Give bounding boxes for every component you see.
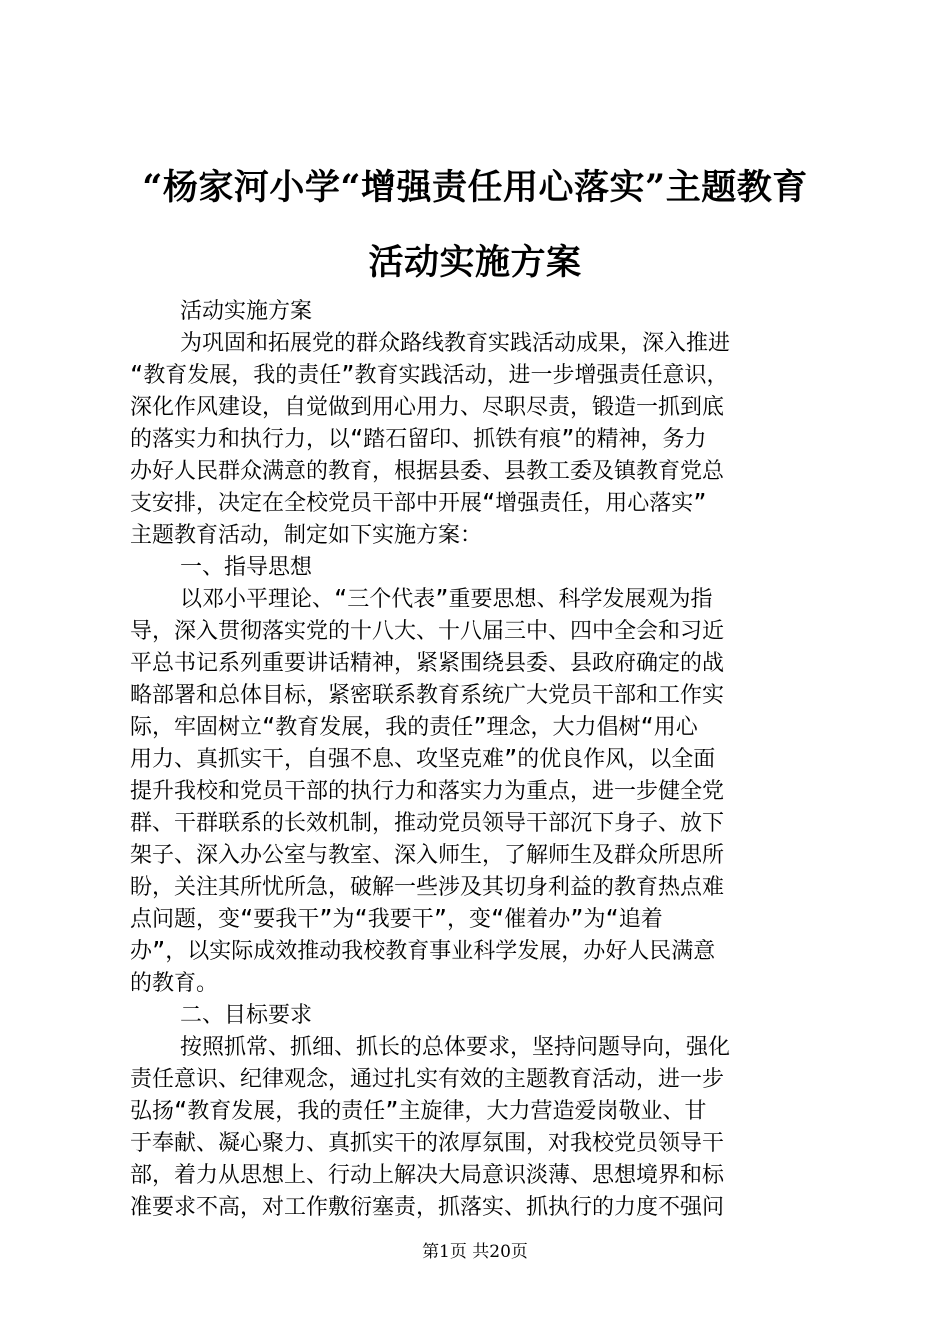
- body-line: 导，深入贯彻落实党的十八大、十八届三中、四中全会和习近: [130, 619, 725, 644]
- body-line: 提升我校和党员干部的执行力和落实力为重点，进一步健全党: [130, 779, 725, 804]
- body-line: 盼，关注其所忧所急，破解一些涉及其切身利益的教育热点难: [130, 875, 725, 900]
- body-line: 办”，以实际成效推动我校教育事业科学发展，办好人民满意: [130, 939, 716, 964]
- body-line: 架子、深入办公室与教室、深入师生，了解师生及群众所思所: [130, 843, 725, 868]
- document-body: [130, 296, 830, 1224]
- body-line: 弘扬“教育发展，我的责任”主旋律，大力营造爱岗敬业、甘: [130, 1099, 707, 1124]
- body-line: 支安排，决定在全校党员干部中开展“增强责任，用心落实”: [130, 491, 707, 516]
- body-line: 于奉献、凝心聚力、真抓实干的浓厚氛围，对我校党员领导干: [130, 1131, 725, 1156]
- body-line: 准要求不高，对工作敷衍塞责，抓落实、抓执行的力度不强问: [130, 1195, 725, 1220]
- page-footer: 第1页 共20页: [422, 1242, 528, 1262]
- body-line: 略部署和总体目标，紧密联系教育系统广大党员干部和工作实: [130, 683, 725, 708]
- body-line: “教育发展，我的责任”教育实践活动，进一步增强责任意识，: [130, 363, 729, 388]
- body-line: 一、指导思想: [180, 555, 313, 580]
- body-line: 的教育。: [130, 971, 219, 996]
- body-line: 平总书记系列重要讲话精神，紧紧围绕县委、县政府确定的战: [130, 651, 725, 676]
- body-line: 的落实力和执行力，以“踏石留印、抓铁有痕”的精神，务力: [130, 427, 707, 452]
- body-line: 点问题，变“要我干”为“我要干”，变“催着办”为“追着: [130, 907, 663, 932]
- body-line: 际，牢固树立“教育发展，我的责任”理念，大力倡树“用心: [130, 715, 698, 740]
- body-line: 群、干群联系的长效机制，推动党员领导干部沉下身子、放下: [130, 811, 725, 836]
- body-line: 办好人民群众满意的教育，根据县委、县教工委及镇教育党总: [130, 459, 725, 484]
- body-line: 按照抓常、抓细、抓长的总体要求，坚持问题导向，强化: [180, 1035, 731, 1060]
- title-line-1: “杨家河小学“增强责任用心落实”主题教育: [142, 167, 808, 208]
- body-line: 责任意识、纪律观念，通过扎实有效的主题教育活动，进一步: [130, 1067, 725, 1092]
- body-line: 主题教育活动，制定如下实施方案：: [130, 523, 483, 548]
- body-line: 为巩固和拓展党的群众路线教育实践活动成果，深入推进: [180, 331, 731, 356]
- title-line-2: 活动实施方案: [368, 242, 582, 283]
- body-line: 部，着力从思想上、行动上解决大局意识淡薄、思想境界和标: [130, 1163, 725, 1188]
- body-line: 活动实施方案: [180, 299, 313, 324]
- body-line: 用力、真抓实干，自强不息、攻坚克难”的优良作风，以全面: [130, 747, 716, 772]
- document-title: [120, 150, 830, 300]
- body-line: 以邓小平理论、“三个代表”重要思想、科学发展观为指: [180, 587, 713, 612]
- body-line: 深化作风建设，自觉做到用心用力、尽职尽责，锻造一抓到底: [130, 395, 725, 420]
- body-line: 二、目标要求: [180, 1003, 313, 1028]
